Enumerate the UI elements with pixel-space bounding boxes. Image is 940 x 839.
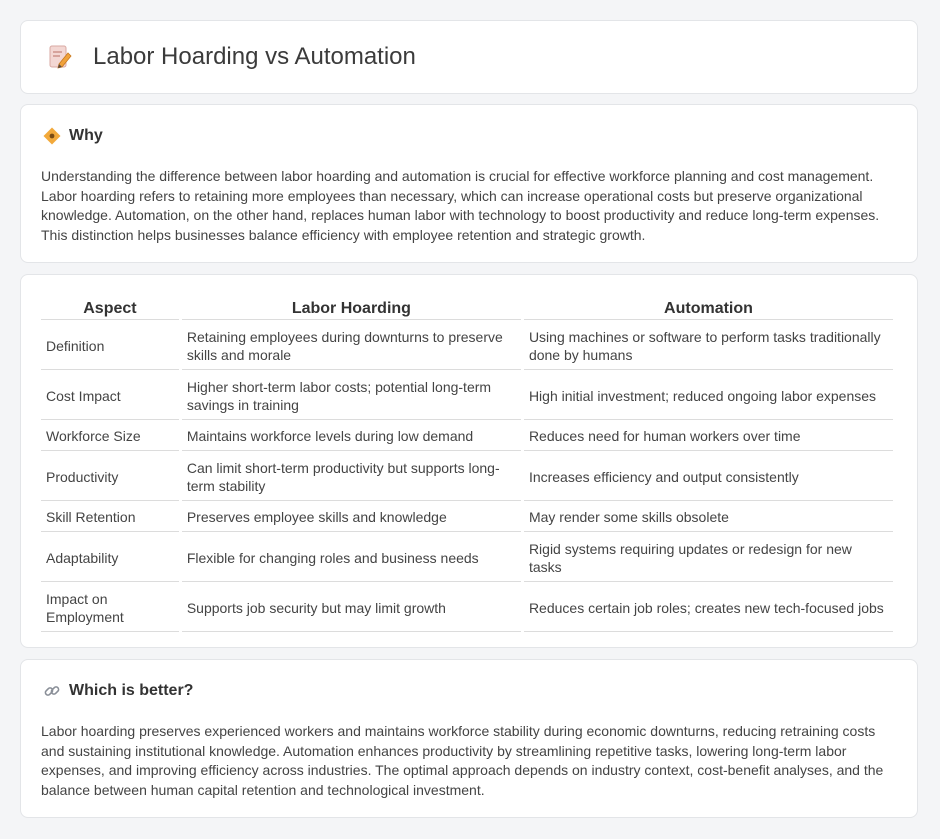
table-header-row (41, 299, 893, 320)
table-cell-automation: May render some skills obsolete (524, 503, 893, 532)
column-header: Labor Hoarding (182, 299, 521, 320)
table-row (41, 534, 893, 582)
why-heading: Why (69, 127, 103, 144)
table-cell-aspect: Workforce Size (41, 422, 179, 451)
table-cell-aspect: Definition (41, 322, 179, 370)
table-cell-labor-hoarding: Supports job security but may limit growth (182, 584, 521, 632)
table-cell-automation: High initial investment; reduced ongoing labor expenses (524, 372, 893, 420)
table-cell-automation: Using machines or software to perform tasks traditionally done by humans (524, 322, 893, 370)
table-cell-aspect: Skill Retention (41, 503, 179, 532)
table-cell-labor-hoarding: Retaining employees during downturns to preserve skills and morale (182, 322, 521, 370)
why-heading-row (43, 127, 103, 145)
comparison-section (20, 274, 918, 648)
better-heading: Which is better? (69, 682, 194, 699)
table-cell-labor-hoarding: Can limit short-term productivity but supports long-term stability (182, 453, 521, 501)
column-header: Automation (524, 299, 893, 320)
table-cell-labor-hoarding: Flexible for changing roles and business needs (182, 534, 521, 582)
table-row (41, 584, 893, 632)
table-row (41, 503, 893, 532)
table-cell-automation: Reduces certain job roles; creates new tech-focused jobs (524, 584, 893, 632)
better-heading-row (43, 682, 193, 700)
table-row (41, 372, 893, 420)
header-card (20, 20, 918, 94)
table-cell-aspect: Impact on Employment (41, 584, 179, 632)
column-header: Aspect (41, 299, 179, 320)
table-row (41, 422, 893, 451)
table-cell-labor-hoarding: Higher short-term labor costs; potential long-term savings in training (182, 372, 521, 420)
table-cell-aspect: Cost Impact (41, 372, 179, 420)
link-icon (43, 682, 61, 700)
table-cell-automation: Reduces need for human workers over time (524, 422, 893, 451)
better-text: Labor hoarding preserves experienced workers and maintains workforce stability during economic downturns, reducing retraining costs and sustaining institutional knowledge. Automation enhances productivity by streamlining repetitive tasks, lowering long-term labor expenses, and improving efficiency across industries. The optimal approach depends on industry context, cost-benefit analyses, and the balance between human capital retention and technological investment. (41, 723, 884, 798)
table-cell-labor-hoarding: Maintains workforce levels during low demand (182, 422, 521, 451)
why-text: Understanding the difference between labor hoarding and automation is crucial for effective workforce planning and cost management. Labor hoarding refers to retaining more employees than necessary, which can increase operational costs but preserve organizational knowledge. Automation, on the other hand, replaces human labor with technology to boost productivity and reduce long-term expenses. This distinction helps businesses balance efficiency with employee retention and strategic growth. (41, 168, 880, 243)
table-row (41, 322, 893, 370)
table-cell-labor-hoarding: Preserves employee skills and knowledge (182, 503, 521, 532)
table-cell-automation: Rigid systems requiring updates or redesign for new tasks (524, 534, 893, 582)
why-section (20, 104, 918, 263)
table-cell-aspect: Productivity (41, 453, 179, 501)
comparison-table (38, 297, 896, 634)
pencil-page-icon (47, 44, 73, 70)
diamond-icon (43, 127, 61, 145)
page-title: Labor Hoarding vs Automation (93, 43, 416, 70)
which-is-better-section (20, 659, 918, 818)
table-row (41, 453, 893, 501)
table-cell-aspect: Adaptability (41, 534, 179, 582)
table-cell-automation: Increases efficiency and output consistently (524, 453, 893, 501)
title-row (47, 43, 416, 71)
